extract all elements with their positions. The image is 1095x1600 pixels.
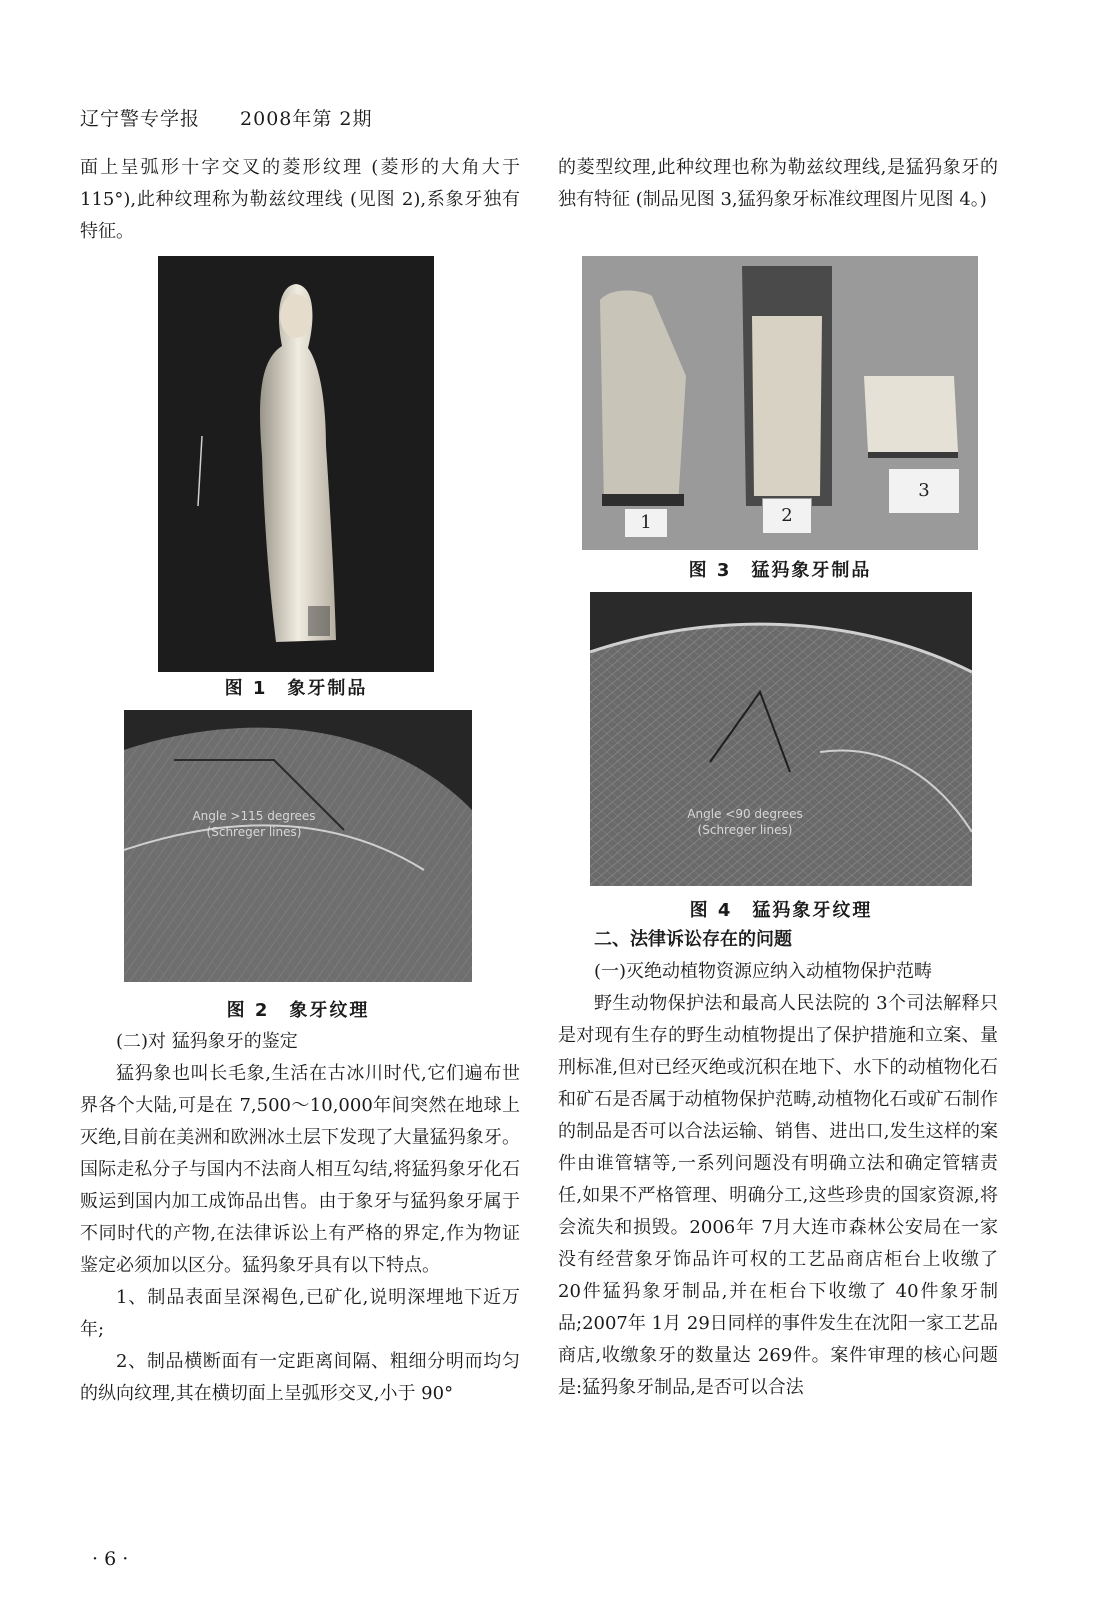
right-intro-paragraph: 的菱型纹理,此种纹理也称为勒兹纹理线,是猛犸象牙的独有特征 (制品见图 3,猛犸象牙标准纹理图片见图 4。) (558, 157, 998, 210)
left-column-intro (80, 152, 520, 248)
figure-2-caption: 图 2 象牙纹理 (226, 1000, 370, 1021)
figure-1-caption: 图 1 象牙制品 (224, 678, 368, 699)
figure-1-image (158, 256, 434, 672)
mammoth-subheading: (二)对 猛犸象牙的鉴定 (116, 1031, 298, 1052)
subsection-heading: (一)灭绝动植物资源应纳入动植物保护范畴 (594, 961, 933, 982)
running-header (80, 104, 373, 131)
figure-3-label-2: 2 (762, 498, 812, 534)
figure-4-annotation (650, 806, 840, 838)
ivory-texture-illustration (124, 710, 472, 982)
mammoth-paragraph: 猛犸象也叫长毛象,生活在古冰川时代,它们遍布世界各个大陆,可是在 7,500～10,000年间突然在地球上灭绝,目前在美洲和欧洲冰土层下发现了大量猛犸象牙。国际走私分子与国内不法商人相互勾结,将猛犸象牙化石贩运到国内加工成饰品出售。由于象牙与猛犸象牙属于不同时代的产物,在法律诉讼上有严格的界定,作为物证鉴定必须加以区分。猛犸象牙具有以下特点。 (80, 1063, 520, 1276)
page-number: · 6 · (92, 1548, 129, 1570)
section-heading: 二、法律诉讼存在的问题 (594, 929, 792, 950)
legal-issue-paragraph: 野生动物保护法和最高人民法院的 3个司法解释只是对现有生存的野生动植物提出了保护措施和立案、量刑标准,但对已经灭绝或沉积在地下、水下的动植物化石和矿石是否属于动植物保护范畴,动植物化石或矿石制作的制品是否可以合法运输、销售、进出口,发生这样的案件由谁管辖等,一系列问题没有明确立法和确定管辖责任,如果不严格管理、明确分工,这些珍贵的国家资源,将会流失和损毁。2006年 7月大连市森林公安局在一家没有经营象牙饰品许可权的工艺品商店柜台上收缴了 20件猛犸象牙制品,并在柜台下收缴了 40件象牙制品;2007年 1月 29日同样的事件发生在沈阳一家工艺品商店,收缴象牙的数量达 269件。案件审理的核心问题是:猛犸象牙制品,是否可以合法 (558, 993, 998, 1398)
figure-3-image (582, 256, 978, 550)
figure-4-annotation-line2: (Schreger lines) (697, 823, 793, 837)
figure-3-caption: 图 3 猛犸象牙制品 (688, 560, 872, 581)
mammoth-ivory-texture-illustration (590, 592, 972, 886)
ivory-statue-illustration (158, 256, 434, 672)
right-column-intro (558, 152, 998, 216)
mammoth-feature-1: 1、制品表面呈深褐色,已矿化,说明深埋地下近万年; (80, 1287, 520, 1340)
right-column-body (558, 924, 998, 1404)
figure-2-annotation-line2: (Schreger lines) (206, 825, 302, 839)
figure-4-annotation-line1: Angle <90 degrees (687, 807, 803, 821)
figure-4-image (590, 592, 972, 886)
figure-3-label-1: 1 (624, 508, 668, 538)
mammoth-feature-2: 2、制品横断面有一定距离间隔、粗细分明而均匀的纵向纹理,其在横切面上呈弧形交叉,小于 90° (80, 1351, 520, 1404)
figure-4-caption: 图 4 猛犸象牙纹理 (689, 900, 873, 921)
figure-2-annotation (164, 808, 344, 840)
left-column-body (80, 1026, 520, 1410)
figure-2-annotation-line1: Angle >115 degrees (192, 809, 316, 823)
left-intro-paragraph: 面上呈弧形十字交叉的菱形纹理 (菱形的大角大于 115°),此种纹理称为勒兹纹理线 (见图 2),系象牙独有特征。 (80, 157, 520, 242)
issue-number: 2008年第 2期 (240, 108, 373, 130)
figure-2-image (124, 710, 472, 982)
figure-3-label-3: 3 (888, 468, 960, 514)
journal-name: 辽宁警专学报 (80, 108, 201, 130)
